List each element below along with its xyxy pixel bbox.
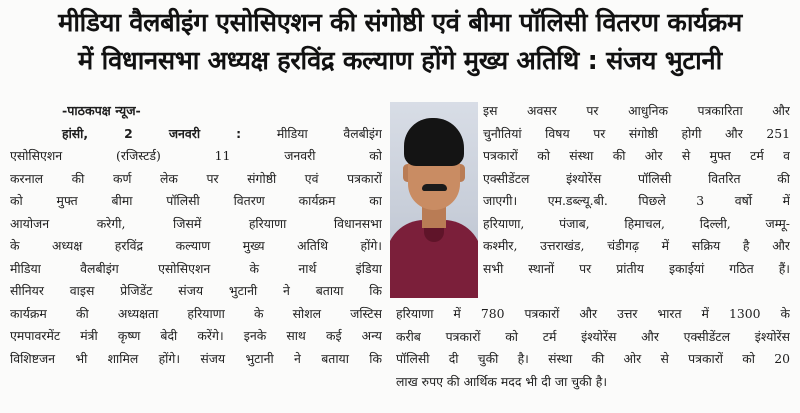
article-line: सीनियर वाइस प्रेजिडेंट संजय भुटानी ने बताया कि <box>10 283 382 298</box>
article-left-column <box>10 100 382 370</box>
article-line: करनाल की कर्ण लेक पर संगोष्ठी एवं पत्रकारों <box>10 170 382 186</box>
article-line: हरियाणा में 780 पत्रकारों और उत्तर भारत में 1300 के <box>396 306 790 321</box>
photo-hair <box>404 118 464 166</box>
dateline: हांसी, 2 जनवरी : <box>62 125 242 141</box>
article-line: कार्यक्रम की अध्यक्षता हरियाणा के सोशल जस्टिस <box>10 305 382 321</box>
article-line: करीब पत्रकारों को टर्म इंश्योरेंस और एक्सीडेंटल इंश्योरेंस <box>396 328 790 344</box>
byline: -पाठकपक्ष न्यूज- <box>62 103 141 118</box>
headline-line-2: में विधानसभा अध्यक्ष हरविंद्र कल्याण होंगे मुख्य अतिथि : संजय भुटानी <box>78 46 722 76</box>
portrait-photo <box>390 102 478 298</box>
article-line: इस अवसर पर आधुनिक पत्रकारिता और <box>483 103 790 118</box>
article-bottom-column <box>396 303 790 393</box>
photo-mustache <box>422 184 447 191</box>
article-line: एसोसिएशन (रजिस्टर्ड) 11 जनवरी को <box>10 148 382 163</box>
article-line <box>10 123 382 146</box>
article-line: आयोजन करेगी, जिसमें हरियाणा विधानसभा <box>10 215 382 231</box>
headline-line-1: मीडिया वैलबीइंग एसोसिएशन की संगोष्ठी एवं बीमा पॉलिसी वितरण कार्यक्रम <box>58 8 742 38</box>
article-line: को मुफ्त बीमा पॉलिसी वितरण कार्यक्रम का <box>10 193 382 208</box>
article-line: एमपावरमेंट मंत्री कृष्ण बेदी करेंगे। इनके साथ कई अन्य <box>10 328 382 343</box>
article-line: पत्रकारों को संस्था की ओर से मुफ्त टर्म व <box>483 148 790 163</box>
article-line: सभी स्थानों पर प्रांतीय इकाईयां गठित हैं। <box>483 260 790 276</box>
article-line: हरियाणा, पंजाब, हिमाचल, दिल्ली, जम्मू- <box>483 215 790 231</box>
article-line-text: मीडिया वैलबीइंग <box>276 125 382 141</box>
article-line: लाख रुपए की आर्थिक मदद भी दी जा चुकी है। <box>396 373 608 389</box>
article-right-column <box>483 100 790 280</box>
article-line: कश्मीर, उत्तराखंड, चंडीगढ़ में सक्रिय है और <box>483 238 790 253</box>
article-line: मीडिया वैलबीइंग एसोसिएशन के नार्थ इंडिया <box>10 260 382 276</box>
article-line: विशिष्टजन भी शामिल होंगे। संजय भुटानी ने बताया कि <box>10 350 382 366</box>
article-line: के अध्यक्ष हरविंद्र कल्याण मुख्य अतिथि होंगे। <box>10 238 382 253</box>
article-line: पॉलिसी दी चुकी है। संस्था की ओर से पत्रकारों को 20 <box>396 351 790 366</box>
article-line: चुनौतियां विषय पर संगोष्ठी होगी और 251 <box>483 125 790 141</box>
article-line: एक्सीडेंटल इंश्योरेंस पॉलिसी वितरित की <box>483 170 790 186</box>
headline <box>10 4 790 80</box>
article-line: जाएगी। एम.डब्ल्यू.बी. पिछले 3 वर्षो में <box>483 193 790 208</box>
